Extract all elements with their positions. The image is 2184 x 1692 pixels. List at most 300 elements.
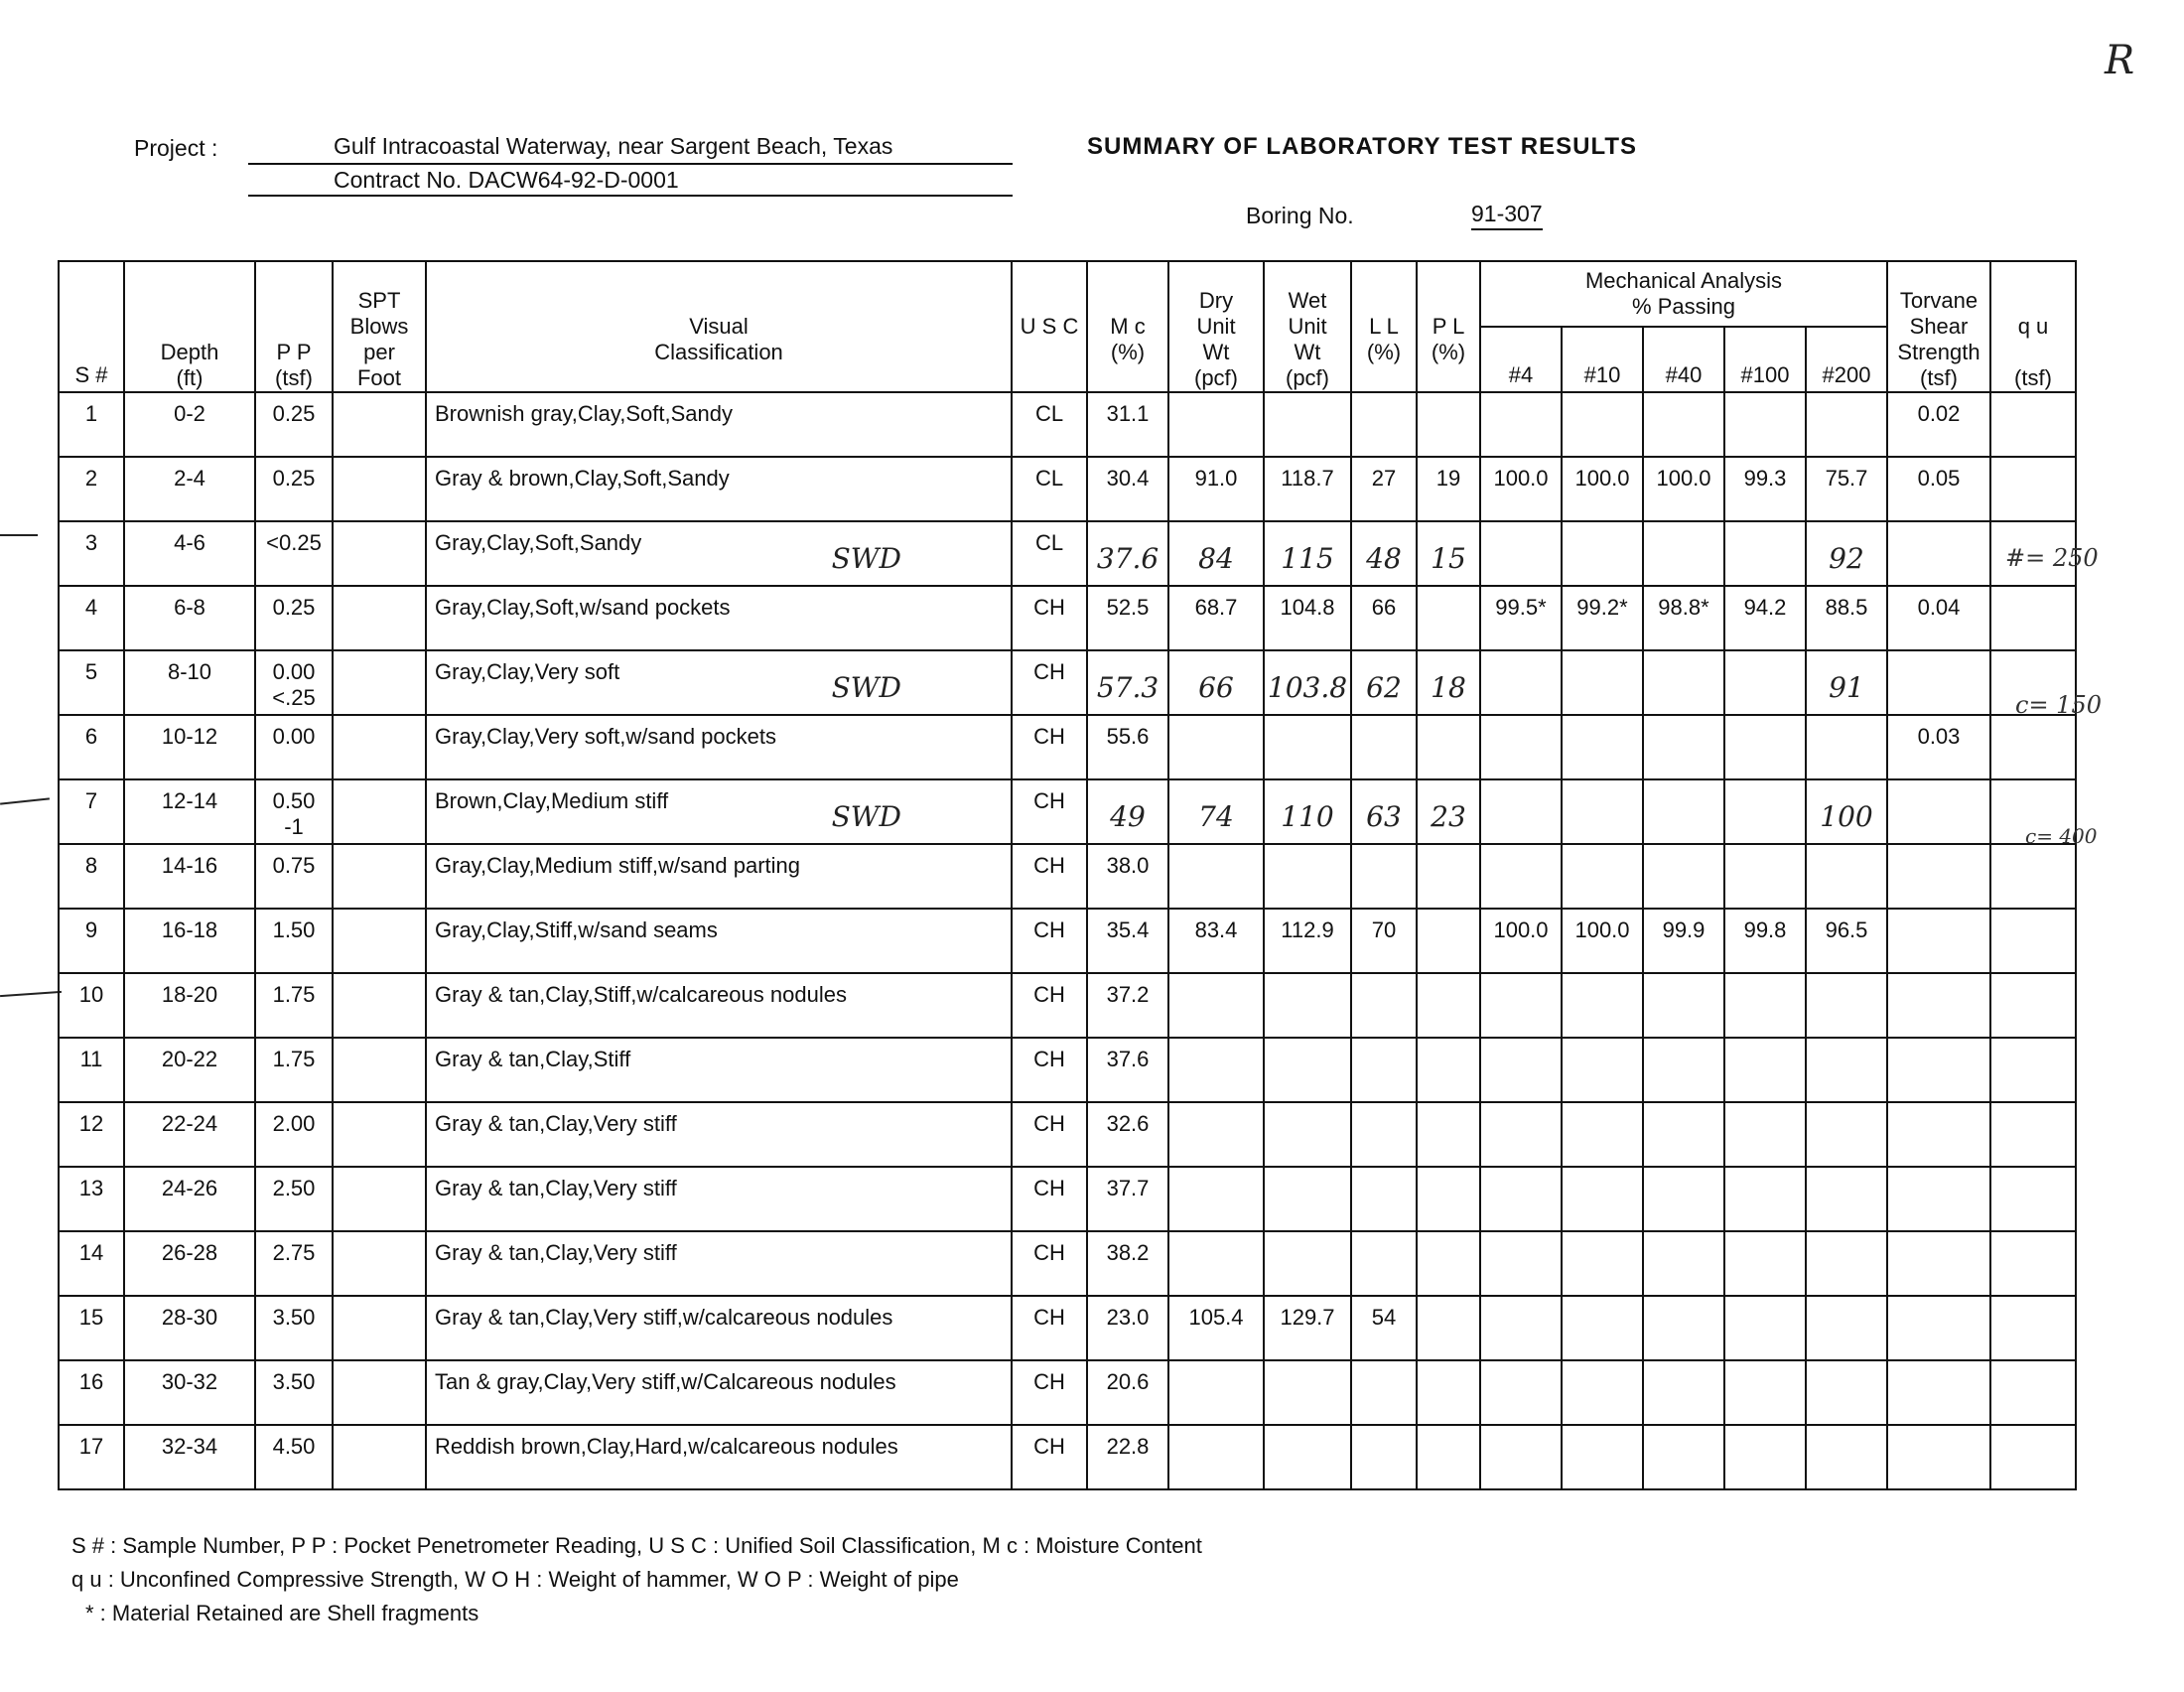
cell-vis: Gray,Clay,Stiff,w/sand seams [426, 909, 1012, 973]
cell-depth: 14-16 [124, 844, 255, 909]
table-row [59, 909, 2076, 973]
handwritten-mc: 49 [1110, 800, 1146, 833]
cell-p40 [1643, 1425, 1724, 1489]
cell-depth: 0-2 [124, 392, 255, 457]
cell-depth: 4-6 [124, 521, 255, 586]
cell-s: 1 [59, 392, 124, 457]
margin-note-row5: c= 150 [2015, 691, 2102, 719]
cell-p4 [1480, 973, 1562, 1038]
cell-vis: Gray & tan,Clay,Stiff,w/calcareous nodules [426, 973, 1012, 1038]
cell-p4 [1480, 779, 1562, 844]
cell-pl [1417, 909, 1480, 973]
cell-qu [1990, 1360, 2076, 1425]
header-pp: P P (tsf) [255, 261, 333, 392]
cell-spt [333, 1231, 426, 1296]
cell-tor [1887, 779, 1990, 844]
cell-depth: 22-24 [124, 1102, 255, 1167]
header-sieve-10: #10 [1562, 327, 1643, 392]
header-spt: SPT Blows per Foot [333, 261, 426, 392]
cell-usc: CH [1012, 909, 1087, 973]
cell-depth: 24-26 [124, 1167, 255, 1231]
cell-dry [1168, 1425, 1264, 1489]
table-row [59, 521, 2076, 586]
table-row [59, 392, 2076, 457]
cell-p200 [1806, 844, 1887, 909]
cell-pp: 0.00 [255, 715, 333, 779]
cell-mc: 32.6 [1087, 1102, 1168, 1167]
cell-wet [1264, 1038, 1351, 1102]
cell-tor [1887, 1038, 1990, 1102]
cell-vis: Gray,Clay,Very soft SWD [426, 650, 1012, 715]
cell-wet: 104.8 [1264, 586, 1351, 650]
cell-qu [1990, 844, 2076, 909]
cell-p4 [1480, 521, 1562, 586]
cell-depth: 10-12 [124, 715, 255, 779]
table-row [59, 1360, 2076, 1425]
handwritten-ll: 63 [1366, 800, 1402, 833]
cell-mc: 20.6 [1087, 1360, 1168, 1425]
boring-number: 91-307 [1471, 201, 1543, 230]
lab-results-table [58, 260, 2077, 1490]
cell-p40: 98.8* [1643, 586, 1724, 650]
cell-tor [1887, 1360, 1990, 1425]
cell-vis: Gray & brown,Clay,Soft,Sandy [426, 457, 1012, 521]
header-visual-classification: Visual Classification [426, 261, 1012, 392]
cell-usc: CH [1012, 1038, 1087, 1102]
cell-p100 [1724, 779, 1806, 844]
cell-ll [1351, 521, 1417, 586]
cell-p200: 88.5 [1806, 586, 1887, 650]
footnote-shell-fragments: * : Material Retained are Shell fragments [85, 1601, 479, 1625]
cell-pp: 0.25 [255, 392, 333, 457]
table-row [59, 1167, 2076, 1231]
cell-spt [333, 844, 426, 909]
footnote-abbreviations-1: S # : Sample Number, P P : Pocket Penetrometer Reading, U S C : Unified Soil Classification, M c : Moisture Content [71, 1533, 1202, 1558]
header-sieve-100: #100 [1724, 327, 1806, 392]
cell-p40 [1643, 844, 1724, 909]
cell-p100: 99.3 [1724, 457, 1806, 521]
table-row [59, 973, 2076, 1038]
cell-vis: Gray,Clay,Soft,w/sand pockets [426, 586, 1012, 650]
cell-tor [1887, 1425, 1990, 1489]
cell-tor [1887, 844, 1990, 909]
cell-depth: 20-22 [124, 1038, 255, 1102]
cell-usc: CL [1012, 521, 1087, 586]
cell-depth: 6-8 [124, 586, 255, 650]
cell-p10 [1562, 1296, 1643, 1360]
handwritten-wet: 103.8 [1267, 671, 1348, 704]
cell-p100 [1724, 1167, 1806, 1231]
cell-p200 [1806, 392, 1887, 457]
table-row [59, 1038, 2076, 1102]
cell-dry [1168, 1038, 1264, 1102]
handwritten-pl: 23 [1431, 800, 1466, 833]
cell-mc: 35.4 [1087, 909, 1168, 973]
cell-s: 9 [59, 909, 124, 973]
cell-p10 [1562, 1231, 1643, 1296]
cell-usc: CH [1012, 1296, 1087, 1360]
cell-depth: 32-34 [124, 1425, 255, 1489]
cell-p4 [1480, 1167, 1562, 1231]
cell-tor [1887, 973, 1990, 1038]
margin-note-row7: c= 400 [2025, 824, 2098, 848]
cell-p100 [1724, 973, 1806, 1038]
cell-p100 [1724, 392, 1806, 457]
cell-depth: 16-18 [124, 909, 255, 973]
cell-p10 [1562, 973, 1643, 1038]
cell-ll [1351, 1038, 1417, 1102]
cell-p4: 100.0 [1480, 457, 1562, 521]
cell-wet [1264, 844, 1351, 909]
cell-wet: 112.9 [1264, 909, 1351, 973]
cell-s: 3 [59, 521, 124, 586]
handwritten-swd: SWD [831, 800, 901, 833]
cell-pp: 0.25 [255, 586, 333, 650]
cell-usc: CH [1012, 586, 1087, 650]
cell-usc: CH [1012, 715, 1087, 779]
header-wet-unit-wt: Wet Unit Wt (pcf) [1264, 261, 1351, 392]
cell-qu [1990, 586, 2076, 650]
handwritten-dry: 66 [1198, 671, 1234, 704]
table-row [59, 1296, 2076, 1360]
handwritten-pl: 18 [1431, 671, 1466, 704]
cell-mc: 31.1 [1087, 392, 1168, 457]
margin-tick [0, 797, 50, 804]
cell-pl [1417, 650, 1480, 715]
table-row [59, 1231, 2076, 1296]
header-sieve-4: #4 [1480, 327, 1562, 392]
cell-tor: 0.05 [1887, 457, 1990, 521]
cell-wet: 129.7 [1264, 1296, 1351, 1360]
cell-s: 5 [59, 650, 124, 715]
cell-s: 13 [59, 1167, 124, 1231]
cell-spt [333, 1296, 426, 1360]
cell-s: 17 [59, 1425, 124, 1489]
cell-ll [1351, 1360, 1417, 1425]
cell-tor [1887, 521, 1990, 586]
cell-p100 [1724, 1231, 1806, 1296]
cell-p10 [1562, 1038, 1643, 1102]
cell-p10 [1562, 650, 1643, 715]
cell-p4 [1480, 1038, 1562, 1102]
cell-p10 [1562, 779, 1643, 844]
cell-p4 [1480, 1231, 1562, 1296]
cell-pp: 4.50 [255, 1425, 333, 1489]
cell-mc [1087, 521, 1168, 586]
cell-ll [1351, 650, 1417, 715]
handwritten-mc: 57.3 [1096, 671, 1160, 704]
cell-vis: Gray,Clay,Soft,Sandy SWD [426, 521, 1012, 586]
table-row [59, 1102, 2076, 1167]
handwritten-ll: 62 [1366, 671, 1402, 704]
cell-p100: 94.2 [1724, 586, 1806, 650]
cell-p40 [1643, 1102, 1724, 1167]
handwritten-dry: 84 [1198, 542, 1234, 575]
cell-pp: 1.75 [255, 973, 333, 1038]
cell-mc: 38.2 [1087, 1231, 1168, 1296]
boring-label: Boring No. [1246, 203, 1354, 228]
cell-qu [1990, 1425, 2076, 1489]
cell-dry [1168, 1360, 1264, 1425]
cell-pl [1417, 1296, 1480, 1360]
cell-mc: 37.7 [1087, 1167, 1168, 1231]
handwritten-p200: 91 [1829, 671, 1864, 704]
cell-vis: Gray & tan,Clay,Very stiff [426, 1231, 1012, 1296]
handwritten-wet: 115 [1281, 542, 1334, 575]
cell-pp: 2.75 [255, 1231, 333, 1296]
cell-mc [1087, 779, 1168, 844]
cell-pl [1417, 779, 1480, 844]
cell-dry [1168, 1102, 1264, 1167]
header-mc: M c (%) [1087, 261, 1168, 392]
cell-spt [333, 715, 426, 779]
cell-spt [333, 1102, 426, 1167]
cell-ll: 27 [1351, 457, 1417, 521]
cell-p40 [1643, 392, 1724, 457]
cell-ll: 70 [1351, 909, 1417, 973]
cell-wet [1264, 1360, 1351, 1425]
cell-p40 [1643, 1231, 1724, 1296]
cell-dry [1168, 521, 1264, 586]
cell-p200 [1806, 1038, 1887, 1102]
header-sieve-40: #40 [1643, 327, 1724, 392]
cell-pp: 3.50 [255, 1360, 333, 1425]
handwritten-p200: 92 [1829, 542, 1864, 575]
cell-dry [1168, 392, 1264, 457]
cell-ll [1351, 715, 1417, 779]
cell-pl [1417, 1038, 1480, 1102]
handwritten-ll: 48 [1366, 542, 1402, 575]
cell-s: 10 [59, 973, 124, 1038]
cell-tor: 0.02 [1887, 392, 1990, 457]
cell-spt [333, 1425, 426, 1489]
cell-vis: Gray & tan,Clay,Very stiff,w/calcareous nodules [426, 1296, 1012, 1360]
cell-ll [1351, 779, 1417, 844]
cell-s: 4 [59, 586, 124, 650]
cell-depth: 8-10 [124, 650, 255, 715]
cell-p4 [1480, 1360, 1562, 1425]
cell-pp: 3.50 [255, 1296, 333, 1360]
cell-tor [1887, 650, 1990, 715]
cell-mc: 23.0 [1087, 1296, 1168, 1360]
cell-pp: 1.50 [255, 909, 333, 973]
cell-qu [1990, 1296, 2076, 1360]
cell-p10 [1562, 1102, 1643, 1167]
cell-p200 [1806, 1296, 1887, 1360]
handwritten-p200: 100 [1820, 800, 1873, 833]
cell-vis: Gray & tan,Clay,Very stiff [426, 1102, 1012, 1167]
header-torvane: Torvane Shear Strength (tsf) [1887, 261, 1990, 392]
cell-pp: 0.00 <.25 [255, 650, 333, 715]
cell-usc: CH [1012, 779, 1087, 844]
cell-pl [1417, 521, 1480, 586]
cell-p4 [1480, 650, 1562, 715]
cell-pp: 2.50 [255, 1167, 333, 1231]
cell-s: 7 [59, 779, 124, 844]
cell-s: 16 [59, 1360, 124, 1425]
cell-usc: CH [1012, 844, 1087, 909]
cell-s: 8 [59, 844, 124, 909]
header-sample-number: S # [59, 261, 124, 392]
cell-mc: 37.2 [1087, 973, 1168, 1038]
header-sieve-200: #200 [1806, 327, 1887, 392]
header-pl: P L (%) [1417, 261, 1480, 392]
margin-note-row3: #= 250 [2005, 544, 2099, 572]
handwritten-pp-note: <.25 [272, 685, 316, 710]
contract-number: Contract No. DACW64-92-D-0001 [248, 167, 1013, 197]
cell-usc: CH [1012, 1425, 1087, 1489]
cell-p40 [1643, 1038, 1724, 1102]
handwritten-swd: SWD [831, 671, 901, 704]
cell-qu [1990, 1102, 2076, 1167]
cell-p100: 99.8 [1724, 909, 1806, 973]
cell-wet [1264, 973, 1351, 1038]
footnote-abbreviations-2: q u : Unconfined Compressive Strength, W O H : Weight of hammer, W O P : Weight of pipe [71, 1567, 959, 1592]
cell-p4 [1480, 1296, 1562, 1360]
cell-p10: 99.2* [1562, 586, 1643, 650]
corner-handwritten-mark: R [2105, 38, 2135, 83]
table-row [59, 457, 2076, 521]
cell-p200 [1806, 521, 1887, 586]
cell-wet: 118.7 [1264, 457, 1351, 521]
cell-pp: 2.00 [255, 1102, 333, 1167]
cell-usc: CH [1012, 1231, 1087, 1296]
cell-p40: 99.9 [1643, 909, 1724, 973]
cell-wet [1264, 521, 1351, 586]
cell-qu [1990, 715, 2076, 779]
cell-mc: 22.8 [1087, 1425, 1168, 1489]
cell-spt [333, 909, 426, 973]
cell-ll [1351, 973, 1417, 1038]
cell-qu [1990, 457, 2076, 521]
cell-vis: Brown,Clay,Medium stiff SWD [426, 779, 1012, 844]
cell-qu [1990, 909, 2076, 973]
cell-spt [333, 1167, 426, 1231]
cell-pl [1417, 586, 1480, 650]
cell-dry [1168, 650, 1264, 715]
cell-mc: 38.0 [1087, 844, 1168, 909]
cell-p100 [1724, 844, 1806, 909]
cell-depth: 2-4 [124, 457, 255, 521]
header-mechanical-analysis: Mechanical Analysis % Passing [1480, 261, 1887, 327]
cell-s: 11 [59, 1038, 124, 1102]
cell-usc: CL [1012, 392, 1087, 457]
table-row [59, 1425, 2076, 1489]
cell-spt [333, 973, 426, 1038]
cell-pl: 19 [1417, 457, 1480, 521]
cell-p100 [1724, 521, 1806, 586]
cell-tor: 0.03 [1887, 715, 1990, 779]
cell-tor: 0.04 [1887, 586, 1990, 650]
cell-usc: CH [1012, 1167, 1087, 1231]
cell-vis: Brownish gray,Clay,Soft,Sandy [426, 392, 1012, 457]
cell-s: 2 [59, 457, 124, 521]
report-title: SUMMARY OF LABORATORY TEST RESULTS [1087, 133, 1638, 160]
cell-wet [1264, 1231, 1351, 1296]
cell-usc: CH [1012, 650, 1087, 715]
cell-ll [1351, 1231, 1417, 1296]
cell-p100 [1724, 715, 1806, 779]
cell-pp: 0.50 -1 [255, 779, 333, 844]
project-label: Project : [134, 135, 218, 161]
handwritten-dry: 74 [1198, 800, 1234, 833]
cell-vis: Gray & tan,Clay,Stiff [426, 1038, 1012, 1102]
cell-ll [1351, 1167, 1417, 1231]
cell-p40 [1643, 650, 1724, 715]
cell-p4 [1480, 1102, 1562, 1167]
cell-pl [1417, 1360, 1480, 1425]
cell-spt [333, 1360, 426, 1425]
header-ll: L L (%) [1351, 261, 1417, 392]
cell-qu [1990, 973, 2076, 1038]
cell-depth: 28-30 [124, 1296, 255, 1360]
cell-dry [1168, 715, 1264, 779]
cell-p200: 75.7 [1806, 457, 1887, 521]
cell-mc: 52.5 [1087, 586, 1168, 650]
cell-vis: Gray,Clay,Very soft,w/sand pockets [426, 715, 1012, 779]
cell-p40 [1643, 1167, 1724, 1231]
cell-p40 [1643, 779, 1724, 844]
cell-p100 [1724, 1296, 1806, 1360]
cell-p10 [1562, 844, 1643, 909]
cell-p100 [1724, 650, 1806, 715]
handwritten-wet: 110 [1281, 800, 1334, 833]
cell-wet [1264, 715, 1351, 779]
cell-pl [1417, 1167, 1480, 1231]
cell-dry [1168, 1167, 1264, 1231]
cell-pp: 0.25 [255, 457, 333, 521]
cell-s: 14 [59, 1231, 124, 1296]
cell-pl [1417, 1102, 1480, 1167]
cell-p40 [1643, 1360, 1724, 1425]
cell-p10 [1562, 1425, 1643, 1489]
project-name: Gulf Intracoastal Waterway, near Sargent Beach, Texas [248, 133, 1013, 165]
cell-usc: CH [1012, 973, 1087, 1038]
cell-pp: <0.25 [255, 521, 333, 586]
cell-p100 [1724, 1360, 1806, 1425]
cell-pl [1417, 844, 1480, 909]
cell-tor [1887, 1231, 1990, 1296]
cell-p100 [1724, 1102, 1806, 1167]
margin-tick [0, 991, 62, 997]
cell-p40 [1643, 715, 1724, 779]
cell-spt [333, 650, 426, 715]
margin-tick [0, 534, 38, 536]
handwritten-mc: 37.6 [1096, 542, 1160, 575]
cell-wet [1264, 650, 1351, 715]
cell-p10 [1562, 1360, 1643, 1425]
header-usc: U S C [1012, 261, 1087, 392]
cell-dry [1168, 973, 1264, 1038]
cell-usc: CH [1012, 1360, 1087, 1425]
cell-depth: 18-20 [124, 973, 255, 1038]
cell-pl [1417, 715, 1480, 779]
footnotes [71, 1529, 1202, 1630]
cell-p200 [1806, 715, 1887, 779]
cell-pl [1417, 392, 1480, 457]
cell-p200: 96.5 [1806, 909, 1887, 973]
cell-pp: 0.75 [255, 844, 333, 909]
cell-p40 [1643, 1296, 1724, 1360]
cell-qu [1990, 1038, 2076, 1102]
cell-dry [1168, 779, 1264, 844]
cell-pl [1417, 1231, 1480, 1296]
cell-p40 [1643, 973, 1724, 1038]
header-dry-unit-wt: Dry Unit Wt (pcf) [1168, 261, 1264, 392]
cell-p100 [1724, 1425, 1806, 1489]
table-row [59, 586, 2076, 650]
cell-qu [1990, 392, 2076, 457]
